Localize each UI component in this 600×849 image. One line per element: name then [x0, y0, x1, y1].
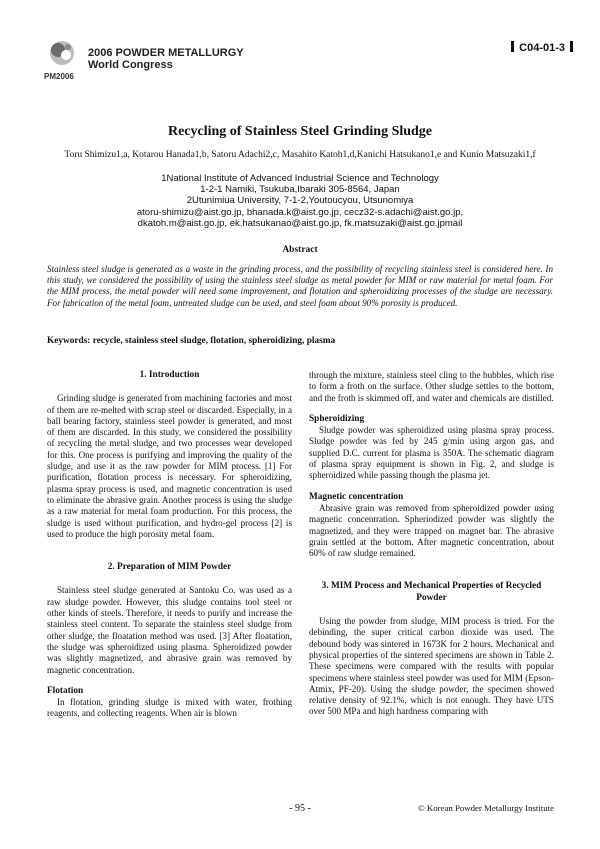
mim-text: Using the powder from sludge, MIM process is tried. For the debinding, the super critical carbon dioxide was used. The debound body was sintered in 1673K for 2 hours. Mechanical and physical properties of the sintered specimens are shown in Table 2. These specimens were compared with the results with popular specimens where stainless steel powder was used for MIM (Epson-Atmix, PF-20). Using the sludge powder, the specimen showed relative density of 92.1%, which is not enough. They have UTS over 500 MPa and high hardness comparing with	[309, 616, 554, 717]
right-column	[309, 370, 554, 718]
affiliation-line: 1-2-1 Namiki, Tsukuba,Ibaraki 305-8564, Japan	[200, 184, 400, 196]
code-bar-right	[570, 41, 573, 52]
flotation-text: In flotation, grinding sludge is mixed with water, frothing reagents, and collecting reagents. When air is blown	[47, 697, 292, 719]
email-line: atoru-shimizu@aist.go.jp, bhanada.k@aist.go.jp, cecz32-s.adachi@aist.go.jp,	[136, 206, 464, 218]
subheading-spheroidizing: Spheroidizing	[309, 413, 365, 424]
conference-line-2: World Congress	[88, 59, 173, 71]
left-column	[47, 370, 292, 720]
email-line: dkatoh.m@aist.go.jp, ek.hatsukanao@aist.go.jp, fk.matsuzaki@aist.go.jpmail	[137, 217, 463, 229]
magnetic-concentration-text: Abrasive grain was removed from spheroidized powder using magnetic concentration. Spheriodized powder was slightly the magnetized, and they were trapped on magnet bar. The abrasive grain settled at the bottom. After magnetic concentration, about 60% of raw sludge remained.	[309, 502, 554, 559]
paper-title: Recycling of Stainless Steel Grinding Sludge	[167, 124, 433, 139]
abstract-text: Stainless steel sludge is generated as a waste in the grinding process, and the possibility of recycling stainless steel is considered here. In this study, we considered the possibility of using the stainless steel sludge as metal powder for MIM or raw material for metal foam. For the MIM process, the metal powder will need some improvement, and flotation and spheroidizing processes of the sludge are necessary. For fabrication of the metal foam, untreated sludge can be used, and steel foam about 90% porosity is produced.	[47, 264, 553, 308]
page-number: - 95 -	[289, 803, 311, 814]
abstract-heading: Abstract	[282, 245, 318, 255]
flotation-continued-text: through the mixture, stainless steel cling to the bubbles, which rise to form a froth on the surface. Other sludge settles to the bottom, and the froth is skimmed off, and water and chemicals are distilled.	[309, 370, 554, 403]
section-heading-introduction: 1. Introduction	[139, 370, 200, 380]
affiliations	[100, 173, 500, 229]
keywords: Keywords: recycle, stainless steel sludge, flotation, spheroidizing, plasma	[47, 336, 336, 346]
authors: Toru Shimizu1,a, Kotarou Hanada1,b, Satoru Adachi2,c, Masahito Katoh1,d,Kanichi Hatsukano1,e and Kunio Matsuzaki1,f	[64, 150, 536, 160]
affiliation-line: 2Utunimiua University, 7-1-2,Youtoucyou, Utsunomiya	[186, 195, 414, 207]
code-bar-left	[511, 41, 514, 52]
section-heading-preparation: 2. Preparation of MIM Powder	[107, 562, 232, 573]
conference-name	[88, 47, 244, 71]
section-heading-mim: 3. MIM Process and Mechanical Properties of Recycled Powder	[321, 581, 542, 603]
paper-code	[506, 41, 578, 54]
paper-code-text: C04-01-3	[519, 42, 565, 54]
page-header	[40, 38, 580, 88]
affiliation-line: 1National Institute of Advanced Industrial Science and Technology	[161, 173, 439, 184]
introduction-text: Grinding sludge is generated from machining factories and most of them are re-melted with scrap steel or discarded. Especially, in a ball bearing factory, stainless steel powder is generated, and most of them are discarded. In this study, we considered the possibility of recycling the metal sludge, and two processes wear developed for this. One process is purifying and improving the quality of the sludge, and use it as the raw powder for MIM process. [1] For purification, flotation process is necessary. For spheroidizing, plasma spray process is used, and magnetic concentration is used to eliminate the abrasive grain. Another process is using the sludge as a raw material for metal foam production. For this process, the sludge is used without purification, and hydro-gel process [2] is used to produce the high porosity metal foam.	[47, 393, 292, 539]
logo-text: PM2006	[44, 72, 74, 81]
preparation-text: Stainless steel sludge generated at Santoku Co. was used as a raw sludge powder. However, this sludge contains tool steel or other kinds of steels. Therefore, it needs to purify and increase the stainless steel content. To separate the stainless steel sludge from other sludge, the floatation method was used. [3] After floatation, the sludge was spheroidized using plasma. Spheroidized powder was slightly magnetized, and abrasive grain was removed by magnetic concentration.	[47, 585, 292, 675]
copyright: © Korean Powder Metallurgy Institute	[417, 803, 554, 813]
conference-line-1: 2006 POWDER METALLURGY	[88, 47, 244, 59]
spheroidizing-text: Sludge powder was spheroidized using plasma spray process. Sludge powder was fed by 245 g/min using argon gas, and supplied D.C. current for plasma is 350A. The schematic diagram of plasma spray equipment is shown in Fig. 2, and sludge is spheroidized while passing though the plasma jet.	[309, 425, 554, 481]
subheading-flotation: Flotation	[47, 685, 84, 696]
subheading-magnetic-concentration: Magnetic concentration	[309, 491, 404, 502]
